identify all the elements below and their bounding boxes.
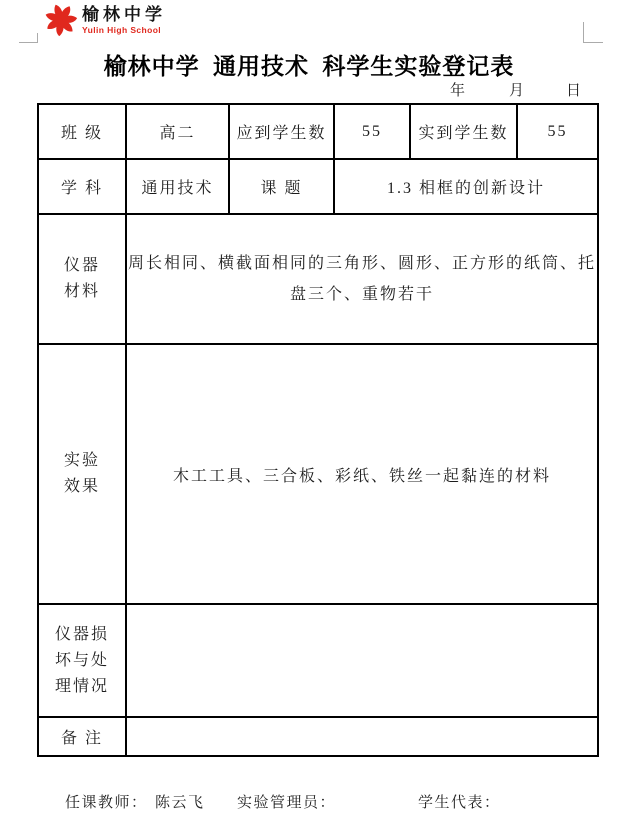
expected-students-value-cell: 55 (334, 104, 410, 159)
student-rep-label: 学生代表： (418, 795, 501, 811)
form-title: 榆林中学 通用技术 科学生实验登记表 (103, 53, 515, 79)
teacher-name: 陈云飞 (155, 795, 205, 811)
year-label: 年 (450, 83, 466, 99)
topic-label-cell: 课 题 (229, 159, 334, 214)
actual-students-value-cell: 55 (517, 104, 598, 159)
signature-line (0, 791, 618, 811)
result-label-cell (38, 344, 126, 604)
table-row-damage (38, 604, 598, 717)
damage-value-cell (126, 604, 598, 717)
subject-label-cell: 学 科 (38, 159, 126, 214)
date-line (0, 79, 618, 97)
margin-mark-top-left (19, 33, 38, 43)
teacher-label: 任课教师： (65, 795, 148, 811)
experiment-register-table (37, 103, 599, 757)
materials-label-cell (38, 214, 126, 344)
materials-label: 仪器材料 (63, 257, 100, 300)
subject-value-cell: 通用技术 (126, 159, 229, 214)
damage-label: 仪器损坏与处理情况 (54, 625, 109, 695)
day-label: 日 (566, 83, 582, 99)
table-row-subject (38, 159, 598, 214)
remarks-label-cell: 备 注 (38, 717, 126, 756)
logo-text-block (82, 3, 166, 35)
result-label: 实验效果 (63, 452, 100, 495)
table-row-result (38, 344, 598, 604)
class-label-cell: 班 级 (38, 104, 126, 159)
lab-manager-label: 实验管理员： (237, 795, 337, 811)
logo-school-name-en: Yulin High School (82, 25, 162, 35)
materials-value-cell: 周长相同、横截面相同的三角形、圆形、正方形的纸筒、托盘三个、重物若干 (126, 214, 598, 344)
table-row-materials (38, 214, 598, 344)
topic-value-cell: 1.3 相框的创新设计 (334, 159, 598, 214)
class-value-cell: 高二 (126, 104, 229, 159)
remarks-value-cell (126, 717, 598, 756)
actual-students-label-cell: 实到学生数 (410, 104, 517, 159)
table-row-class (38, 104, 598, 159)
damage-label-cell (38, 604, 126, 717)
pinwheel-flower-icon (44, 3, 78, 37)
result-value-cell: 木工工具、三合板、彩纸、铁丝一起黏连的材料 (126, 344, 598, 604)
margin-mark-top-right (583, 22, 603, 43)
table-row-remarks (38, 717, 598, 756)
expected-students-label-cell: 应到学生数 (229, 104, 334, 159)
logo-school-name-zh: 榆林中学 (82, 5, 166, 25)
month-label: 月 (509, 83, 525, 99)
school-logo (44, 3, 166, 37)
